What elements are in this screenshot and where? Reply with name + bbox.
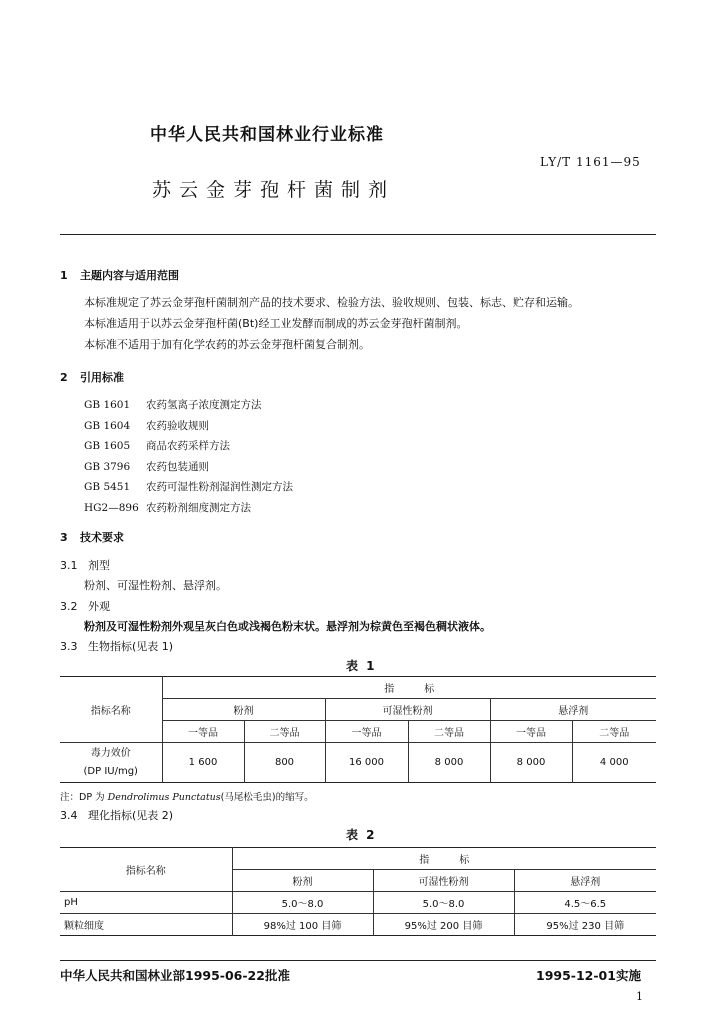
table-1-note bbox=[60, 789, 314, 803]
table-2-row-label: 颗粒细度 bbox=[60, 914, 232, 936]
subsection-title: 生物指标(见表 1) bbox=[88, 640, 174, 653]
table-1-cell: 1 600 bbox=[162, 743, 244, 783]
section-title: 引用标准 bbox=[80, 371, 124, 384]
reference-item bbox=[84, 438, 293, 459]
row-label-line-1: 毒力效价 bbox=[90, 747, 131, 759]
subsection-number: 3.2 bbox=[60, 600, 78, 613]
section-number: 2 bbox=[60, 371, 68, 384]
section-title: 技术要求 bbox=[80, 531, 124, 544]
table-2 bbox=[60, 847, 656, 936]
document-title: 苏云金芽孢杆菌制剂 bbox=[152, 179, 396, 201]
subsection-number: 3.4 bbox=[60, 809, 78, 822]
reference-item bbox=[84, 500, 293, 521]
reference-code: GB 1605 bbox=[84, 440, 131, 452]
table-1-form-header: 可湿性粉剂 bbox=[325, 699, 490, 721]
table-1-grade-header: 二等品 bbox=[408, 721, 490, 743]
table-1-grade-header: 一等品 bbox=[162, 721, 244, 743]
section-3-heading bbox=[60, 529, 124, 545]
reference-code: GB 1601 bbox=[84, 399, 131, 411]
reference-item bbox=[84, 479, 293, 500]
table-1-form-header: 悬浮剂 bbox=[558, 706, 589, 717]
table-1-row-label bbox=[60, 743, 162, 783]
subsection-title: 剂型 bbox=[88, 559, 110, 572]
table-2-cell: 5.0～8.0 bbox=[232, 892, 373, 914]
table-2-cell: 5.0～8.0 bbox=[373, 892, 514, 914]
table-2-cell: 95%过 200 目筛 bbox=[373, 914, 514, 936]
subsection-title: 理化指标(见表 2) bbox=[88, 809, 174, 822]
table-1-grade-header: 二等品 bbox=[599, 728, 630, 739]
row-label-line-2: (DP IU/mg) bbox=[83, 765, 138, 777]
page-number: 1 bbox=[636, 990, 643, 1003]
subsection-3-1-heading bbox=[60, 556, 110, 576]
reference-title: 农药可湿性粉剂湿润性测定方法 bbox=[146, 481, 293, 493]
section-1-para-1: 本标准规定了苏云金芽孢杆菌制剂产品的技术要求、检验方法、验收规则、包装、标志、贮存和运输。 bbox=[84, 296, 579, 309]
table-2-cell: 4.5～6.5 bbox=[564, 899, 607, 910]
table-2-row bbox=[60, 892, 656, 914]
subsection-3-3-heading bbox=[60, 637, 173, 657]
subsection-number: 3.3 bbox=[60, 640, 78, 653]
table-2-form-header: 可湿性粉剂 bbox=[373, 870, 514, 892]
standard-number: LY/T 1161—95 bbox=[540, 155, 641, 169]
table-1-form-header: 粉剂 bbox=[162, 699, 325, 721]
table-1-grade-header: 一等品 bbox=[490, 721, 572, 743]
issuing-authority-title: 中华人民共和国林业行业标准 bbox=[150, 125, 384, 145]
approval-line: 中华人民共和国林业部1995-06-22批准 bbox=[60, 968, 290, 983]
table-2-form-header: 悬浮剂 bbox=[570, 877, 601, 888]
table-1-caption: 表 1 bbox=[346, 659, 377, 673]
table-1-cell: 16 000 bbox=[325, 743, 408, 783]
table-2-row-label: pH bbox=[60, 892, 232, 914]
section-1-para-3: 本标准不适用于加有化学农药的苏云金芽孢杆菌复合制剂。 bbox=[84, 338, 370, 351]
table-2-cell: 95%过 230 目筛 bbox=[546, 921, 625, 932]
reference-item bbox=[84, 418, 293, 439]
table-2-row bbox=[60, 914, 656, 936]
reference-title: 农药验收规则 bbox=[146, 419, 209, 432]
table-1-grade-header: 二等品 bbox=[244, 721, 325, 743]
section-1-para-2: 本标准适用于以苏云金芽孢杆菌(Bt)经工业发酵而制成的苏云金芽孢杆菌制剂。 bbox=[84, 317, 468, 330]
table-1-cell: 800 bbox=[244, 743, 325, 783]
table-1-cell: 4 000 bbox=[599, 757, 629, 768]
table-1-header-group: 指 标 bbox=[162, 677, 656, 699]
table-1-cell: 8 000 bbox=[490, 743, 572, 783]
effective-date-line: 1995-12-01实施 bbox=[536, 968, 641, 983]
reference-item bbox=[84, 397, 293, 418]
subsection-3-4-heading bbox=[60, 806, 173, 826]
table-2-caption: 表 2 bbox=[346, 828, 377, 842]
reference-code: GB 5451 bbox=[84, 481, 131, 493]
section-number: 3 bbox=[60, 531, 68, 544]
reference-code: GB 1604 bbox=[84, 419, 131, 432]
subsection-3-2-text: 粉剂及可湿性粉剂外观呈灰白色或浅褐色粉末状。悬浮剂为棕黄色至褐色稠状液体。 bbox=[84, 620, 491, 633]
note-latin-name: Dendrolimus Punctatus bbox=[107, 792, 221, 803]
reference-code: HG2—896 bbox=[84, 501, 139, 514]
footer-divider bbox=[60, 960, 656, 961]
subsection-title: 外观 bbox=[88, 600, 110, 613]
reference-item bbox=[84, 459, 293, 480]
reference-list bbox=[84, 397, 293, 520]
section-title: 主题内容与适用范围 bbox=[80, 269, 179, 282]
subsection-3-1-text: 粉剂、可湿性粉剂、悬浮剂。 bbox=[84, 579, 227, 592]
table-1-grade-header: 一等品 bbox=[325, 721, 408, 743]
reference-title: 商品农药采样方法 bbox=[146, 440, 230, 452]
table-2-header-name: 指标名称 bbox=[60, 848, 232, 892]
table-2-header-group: 指 标 bbox=[232, 848, 656, 870]
note-prefix: 注：DP 为 bbox=[60, 792, 105, 803]
section-number: 1 bbox=[60, 269, 68, 282]
subsection-3-2-heading bbox=[60, 597, 110, 617]
table-1-header-name: 指标名称 bbox=[60, 677, 162, 743]
note-suffix: (马尾松毛虫)的缩写。 bbox=[220, 792, 314, 803]
reference-title: 农药粉剂细度测定方法 bbox=[146, 501, 251, 514]
section-1-heading bbox=[60, 267, 179, 283]
reference-code: GB 3796 bbox=[84, 460, 131, 473]
header-divider bbox=[60, 234, 656, 235]
table-1 bbox=[60, 676, 656, 783]
reference-title: 农药包装通则 bbox=[146, 460, 209, 473]
table-1-cell: 8 000 bbox=[408, 743, 490, 783]
table-2-form-header: 粉剂 bbox=[232, 870, 373, 892]
reference-title: 农药氢离子浓度测定方法 bbox=[146, 399, 262, 411]
table-2-cell: 98%过 100 目筛 bbox=[232, 914, 373, 936]
subsection-number: 3.1 bbox=[60, 559, 78, 572]
section-2-heading bbox=[60, 369, 124, 385]
